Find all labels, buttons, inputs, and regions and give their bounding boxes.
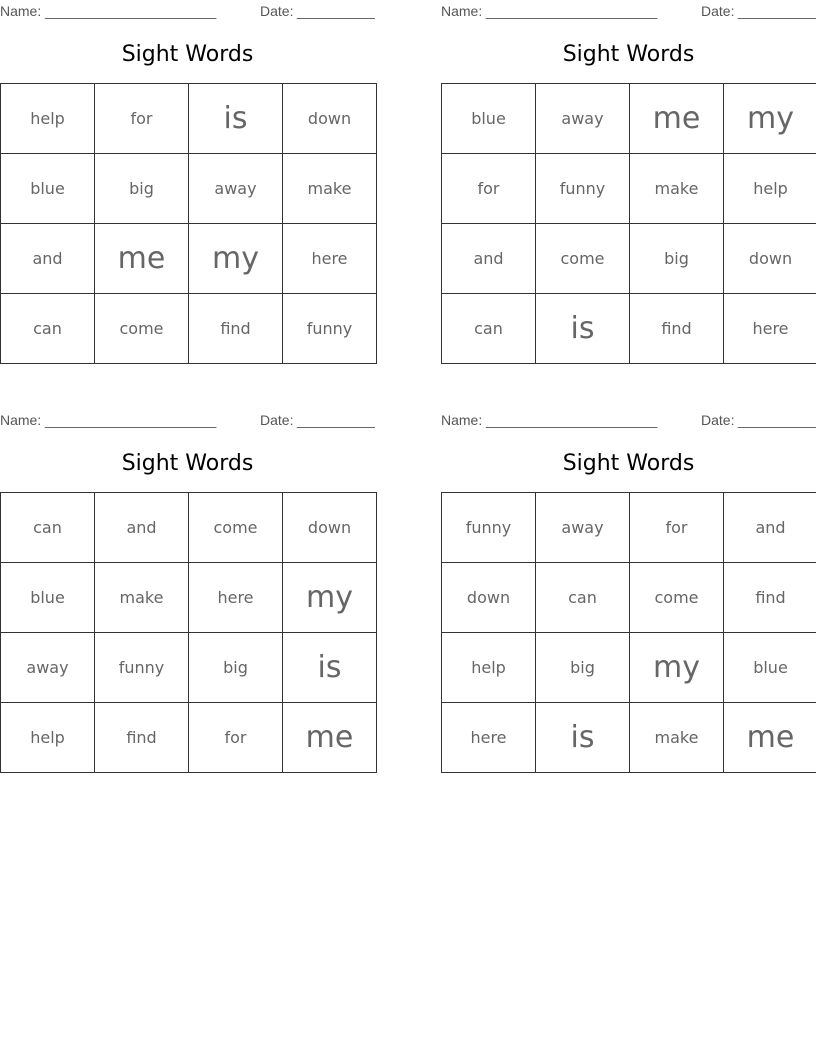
grid-row — [442, 294, 816, 364]
name-label: Name: — [0, 3, 42, 19]
word-cell: make — [283, 154, 377, 224]
grid-row — [442, 703, 816, 773]
word-cell: help — [442, 633, 536, 703]
word-cell: help — [1, 703, 95, 773]
word-cell: funny — [442, 493, 536, 563]
card-header — [0, 412, 375, 428]
card-title: Sight Words — [121, 42, 254, 67]
grid-row — [442, 633, 816, 703]
word-cell: down — [283, 84, 377, 154]
word-cell: for — [95, 84, 189, 154]
bingo-card-3 — [0, 409, 375, 774]
bingo-card-4 — [441, 409, 816, 774]
word-cell: make — [630, 703, 724, 773]
grid-row — [1, 294, 377, 364]
word-cell: come — [630, 563, 724, 633]
word-cell: away — [536, 84, 630, 154]
date-label: Date: — [701, 412, 735, 428]
card-header — [441, 412, 816, 428]
word-cell: here — [283, 224, 377, 294]
name-line: ______________________ — [45, 3, 217, 19]
word-cell: and — [442, 224, 536, 294]
word-cell: big — [189, 633, 283, 703]
card-title: Sight Words — [121, 451, 254, 476]
word-cell: make — [630, 154, 724, 224]
word-cell: away — [189, 154, 283, 224]
word-cell: down — [442, 563, 536, 633]
word-cell: my — [189, 224, 283, 294]
word-cell: away — [536, 493, 630, 563]
word-cell: come — [189, 493, 283, 563]
word-cell: here — [189, 563, 283, 633]
word-cell: blue — [1, 563, 95, 633]
word-cell: come — [536, 224, 630, 294]
grid-row — [442, 224, 816, 294]
name-label: Name: — [441, 3, 483, 19]
date-line: __________ — [297, 3, 375, 19]
word-cell: big — [536, 633, 630, 703]
grid-row — [442, 154, 816, 224]
grid-row — [1, 563, 377, 633]
name-line: ______________________ — [486, 3, 658, 19]
date-line: __________ — [738, 412, 816, 428]
date-line: __________ — [738, 3, 816, 19]
word-cell: big — [630, 224, 724, 294]
name-line: ______________________ — [45, 412, 217, 428]
word-cell: is — [536, 294, 630, 364]
grid-row — [442, 84, 816, 154]
word-cell: can — [536, 563, 630, 633]
word-cell: down — [283, 493, 377, 563]
word-cell: down — [724, 224, 816, 294]
grid-row — [1, 633, 377, 703]
word-cell: can — [1, 294, 95, 364]
card-title: Sight Words — [562, 451, 695, 476]
date-label: Date: — [701, 3, 735, 19]
word-cell: blue — [442, 84, 536, 154]
word-cell: me — [724, 703, 816, 773]
word-grid — [0, 83, 377, 364]
card-header — [441, 3, 816, 19]
word-cell: is — [536, 703, 630, 773]
word-cell: can — [1, 493, 95, 563]
date-label: Date: — [260, 3, 294, 19]
card-header — [0, 3, 375, 19]
grid-row — [1, 703, 377, 773]
bingo-card-1 — [0, 0, 375, 365]
word-cell: my — [630, 633, 724, 703]
word-cell: find — [95, 703, 189, 773]
word-cell: here — [724, 294, 816, 364]
name-label: Name: — [0, 412, 42, 428]
word-cell: here — [442, 703, 536, 773]
word-cell: find — [630, 294, 724, 364]
grid-row — [1, 154, 377, 224]
word-cell: is — [283, 633, 377, 703]
grid-row — [442, 493, 816, 563]
word-cell: help — [1, 84, 95, 154]
word-cell: me — [630, 84, 724, 154]
name-line: ______________________ — [486, 412, 658, 428]
grid-row — [442, 563, 816, 633]
date-label: Date: — [260, 412, 294, 428]
word-cell: come — [95, 294, 189, 364]
grid-row — [1, 224, 377, 294]
word-grid — [0, 492, 377, 773]
name-label: Name: — [441, 412, 483, 428]
word-grid — [441, 492, 816, 773]
word-grid — [441, 83, 816, 364]
word-cell: find — [724, 563, 816, 633]
bingo-card-2 — [441, 0, 816, 365]
word-cell: is — [189, 84, 283, 154]
word-cell: for — [442, 154, 536, 224]
grid-row — [1, 493, 377, 563]
date-line: __________ — [297, 412, 375, 428]
word-cell: me — [95, 224, 189, 294]
card-title: Sight Words — [562, 42, 695, 67]
word-cell: for — [189, 703, 283, 773]
word-cell: away — [1, 633, 95, 703]
word-cell: big — [95, 154, 189, 224]
grid-row — [1, 84, 377, 154]
word-cell: help — [724, 154, 816, 224]
word-cell: make — [95, 563, 189, 633]
word-cell: and — [1, 224, 95, 294]
word-cell: and — [95, 493, 189, 563]
word-cell: my — [724, 84, 816, 154]
word-cell: and — [724, 493, 816, 563]
word-cell: funny — [283, 294, 377, 364]
word-cell: for — [630, 493, 724, 563]
word-cell: find — [189, 294, 283, 364]
word-cell: funny — [95, 633, 189, 703]
word-cell: me — [283, 703, 377, 773]
word-cell: blue — [724, 633, 816, 703]
word-cell: can — [442, 294, 536, 364]
word-cell: my — [283, 563, 377, 633]
word-cell: blue — [1, 154, 95, 224]
word-cell: funny — [536, 154, 630, 224]
